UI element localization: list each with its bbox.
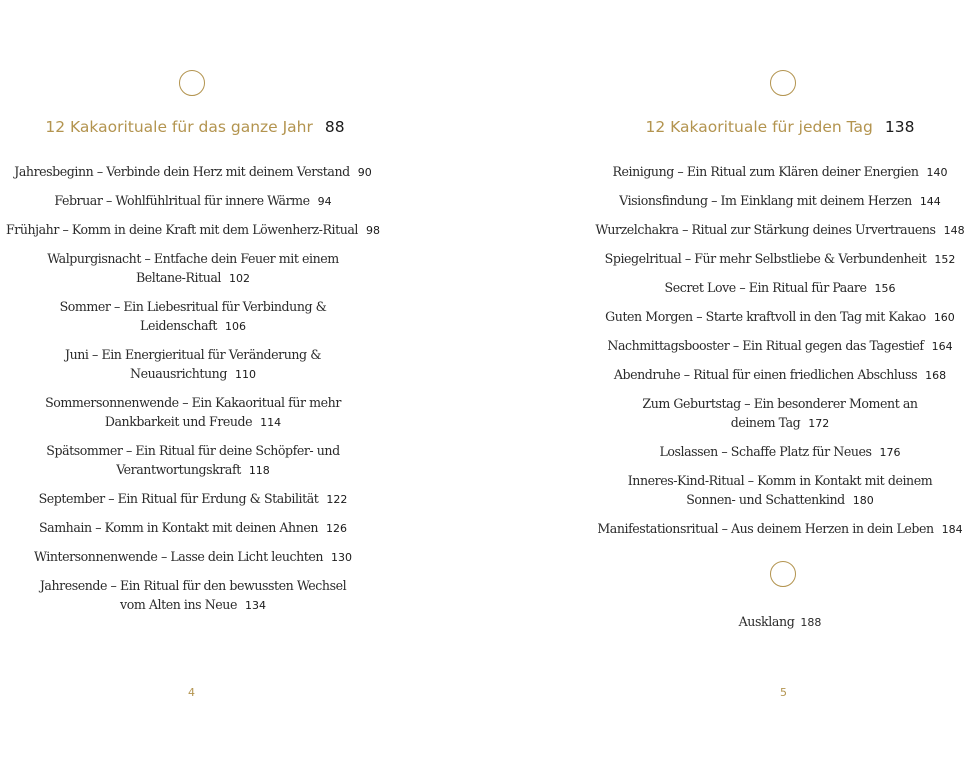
- toc-entry[interactable]: [0, 547, 386, 567]
- toc-entry-line: [731, 415, 830, 430]
- right-page: [588, 0, 972, 777]
- toc-entry-page: 152: [934, 253, 956, 266]
- toc-entry-title: Secret Love – Ein Ritual für Paare: [664, 280, 867, 295]
- toc-entry-title: Abendruhe – Ritual für einen friedlichen Abschluss: [613, 367, 918, 382]
- toc-entry-line: [60, 299, 327, 314]
- toc-entry-line: [40, 578, 346, 593]
- toc-entry-title: Beltane-Ritual: [135, 270, 222, 285]
- toc-entry-title: deinem Tag: [730, 415, 801, 430]
- left-page: [0, 0, 386, 777]
- section-heading[interactable]: [588, 118, 972, 136]
- toc-entry-line: [14, 164, 371, 179]
- toc-entry-title: Juni – Ein Energieritual für Veränderung &: [65, 347, 321, 362]
- toc-entry[interactable]: [588, 307, 972, 327]
- toc-entry-line: [105, 414, 281, 429]
- toc-entry-line: [595, 222, 964, 237]
- toc-entry-page: 148: [943, 224, 965, 237]
- page-number: 4: [188, 686, 195, 699]
- toc-entry-title: Wurzelchakra – Ritual zur Stärkung deines Urvertrauens: [595, 222, 936, 237]
- toc-entry[interactable]: [588, 471, 972, 510]
- toc-entry-line: [45, 395, 341, 410]
- toc-entry-page: 98: [366, 224, 380, 237]
- toc-entry-line: [54, 193, 331, 208]
- toc-entry-page: 140: [926, 166, 948, 179]
- toc-entry-page: 114: [260, 416, 282, 429]
- toc-entry-line: [619, 193, 941, 208]
- toc-entry-line: [597, 521, 962, 536]
- toc-entry-line: [39, 491, 348, 506]
- toc-entry-line: [140, 318, 246, 333]
- toc-entry[interactable]: [0, 393, 386, 432]
- toc-entry-page: 110: [234, 368, 256, 381]
- toc-entry-line: [614, 367, 946, 382]
- toc-entry-title: Reinigung – Ein Ritual zum Klären deiner Energien: [612, 164, 919, 179]
- toc-entry[interactable]: [588, 336, 972, 356]
- toc-entry-page: 90: [357, 166, 372, 179]
- section-title: 12 Kakaorituale für das ganze Jahr: [45, 118, 313, 136]
- toc-entry-title: Nachmittagsbooster – Ein Ritual gegen das Tagestief: [607, 338, 924, 353]
- toc-entry-page: 94: [317, 195, 332, 208]
- toc-entry-line: [120, 597, 266, 612]
- toc-entry-title: Dankbarkeit und Freude: [104, 414, 253, 429]
- toc-entry-title: Sommersonnenwende – Ein Kakaoritual für mehr: [45, 395, 341, 410]
- toc-entry-title: Jahresende – Ein Ritual für den bewussten Wechsel: [39, 578, 347, 593]
- toc-entry-title: Loslassen – Schaffe Platz für Neues: [659, 444, 872, 459]
- toc-entry-title: vom Alten ins Neue: [120, 597, 237, 612]
- toc-entry-line: [628, 473, 932, 488]
- toc-entry-page: 106: [224, 320, 246, 333]
- toc-entry[interactable]: [588, 278, 972, 298]
- toc-entry-page: 130: [331, 551, 353, 564]
- toc-entry[interactable]: [0, 345, 386, 384]
- toc-entry[interactable]: [0, 489, 386, 509]
- toc-entry-title: Leidenschaft: [140, 318, 217, 333]
- toc-entry[interactable]: [588, 191, 972, 211]
- toc-entry-line: [605, 251, 956, 266]
- toc-entry-line: [130, 366, 256, 381]
- toc-entry-page: 172: [808, 417, 830, 430]
- toc-entry[interactable]: [0, 191, 386, 211]
- toc-entry-line: [47, 251, 339, 266]
- toc-entry[interactable]: [588, 249, 972, 269]
- section-page-number: 138: [884, 118, 915, 136]
- toc-entry-title: Samhain – Komm in Kontakt mit deinen Ahnen: [38, 520, 319, 535]
- toc-entry-title: Sommer – Ein Liebesritual für Verbindung &: [59, 299, 327, 314]
- toc-entry-line: [642, 396, 917, 411]
- circle-ornament-icon: [770, 70, 796, 96]
- toc-entry-line: [6, 222, 380, 237]
- toc-entry-page: 126: [326, 522, 348, 535]
- section-title: 12 Kakaorituale für jeden Tag: [645, 118, 873, 136]
- toc-entry-title: Inneres-Kind-Ritual – Komm in Kontakt mit deinem: [627, 473, 933, 488]
- toc-entry[interactable]: [0, 576, 386, 615]
- toc-entry-title: September – Ein Ritual für Erdung & Stabilität: [38, 491, 319, 506]
- toc-entry[interactable]: [0, 441, 386, 480]
- toc-entry-page: 144: [919, 195, 941, 208]
- toc-entry-page: 180: [852, 494, 874, 507]
- section-page-number: 88: [324, 118, 345, 136]
- toc-entry-line: [136, 270, 250, 285]
- toc-entry-title: Jahresbeginn – Verbinde dein Herz mit deinem Verstand: [14, 164, 350, 179]
- toc-entry-page: 118: [248, 464, 270, 477]
- table-of-contents-list: [588, 162, 972, 548]
- toc-entry-title: Februar – Wohlfühlritual für innere Wärme: [54, 193, 310, 208]
- toc-entry-title: Neuausrichtung: [130, 366, 227, 381]
- toc-entry-line: [605, 309, 955, 324]
- toc-entry-line: [612, 164, 947, 179]
- toc-entry[interactable]: [0, 220, 386, 240]
- toc-entry-page: 164: [931, 340, 953, 353]
- circle-ornament-icon: [179, 70, 205, 96]
- toc-entry-line: [607, 338, 952, 353]
- toc-entry-line: [665, 280, 896, 295]
- toc-entry-line: [116, 462, 270, 477]
- toc-entry-title: Walpurgisnacht – Entfache dein Feuer mit einem: [47, 251, 339, 266]
- toc-entry[interactable]: [588, 394, 972, 433]
- toc-entry-title: Frühjahr – Komm in deine Kraft mit dem Löwenherz-Ritual: [5, 222, 358, 237]
- toc-entry[interactable]: [588, 519, 972, 539]
- page-number: 5: [780, 686, 787, 699]
- toc-entry-line: [686, 492, 874, 507]
- toc-entry[interactable]: [588, 365, 972, 385]
- toc-entry[interactable]: [0, 297, 386, 336]
- toc-entry-title: Manifestationsritual – Aus deinem Herzen in dein Leben: [597, 521, 934, 536]
- toc-entry-page: 188: [800, 616, 822, 629]
- toc-entry[interactable]: [0, 518, 386, 538]
- toc-entry-line: [39, 520, 347, 535]
- section-heading[interactable]: [0, 118, 386, 136]
- toc-entry-title: Guten Morgen – Starte kraftvoll in den Tag mit Kakao: [605, 309, 926, 324]
- toc-entry[interactable]: [588, 162, 972, 182]
- toc-entry-title: Zum Geburtstag – Ein besonderer Moment an: [642, 396, 918, 411]
- toc-entry-title: Spiegelritual – Für mehr Selbstliebe & Verbundenheit: [604, 251, 927, 266]
- toc-entry-title: Sonnen- und Schattenkind: [686, 492, 845, 507]
- toc-entry-page: 168: [925, 369, 947, 382]
- toc-entry-line: [34, 549, 352, 564]
- toc-entry-page: 160: [933, 311, 955, 324]
- toc-entry-page: 184: [941, 523, 963, 536]
- toc-entry-page: 176: [879, 446, 901, 459]
- toc-entry-title: Visionsfindung – Im Einklang mit deinem Herzen: [619, 193, 912, 208]
- toc-entry-line: [46, 443, 339, 458]
- toc-entry[interactable]: [588, 442, 972, 462]
- toc-entry-title: Spätsommer – Ein Ritual für deine Schöpfer- und: [46, 443, 340, 458]
- toc-entry[interactable]: [0, 162, 386, 182]
- toc-entry[interactable]: [588, 220, 972, 240]
- toc-entry-title: Wintersonnenwende – Lasse dein Licht leuchten: [33, 549, 324, 564]
- toc-entry-line: [65, 347, 321, 362]
- table-of-contents-list: [0, 162, 386, 624]
- circle-ornament-icon: [770, 561, 796, 587]
- toc-entry-line: [659, 444, 900, 459]
- toc-entry-page: 134: [244, 599, 266, 612]
- toc-entry[interactable]: [0, 249, 386, 288]
- toc-entry-title: Verantwortungskraft: [116, 462, 241, 477]
- toc-entry-page: 122: [326, 493, 348, 506]
- toc-entry-title: Ausklang: [738, 614, 795, 629]
- toc-entry-ausklang[interactable]: [588, 614, 972, 629]
- toc-entry-page: 156: [874, 282, 896, 295]
- toc-entry-page: 102: [229, 272, 251, 285]
